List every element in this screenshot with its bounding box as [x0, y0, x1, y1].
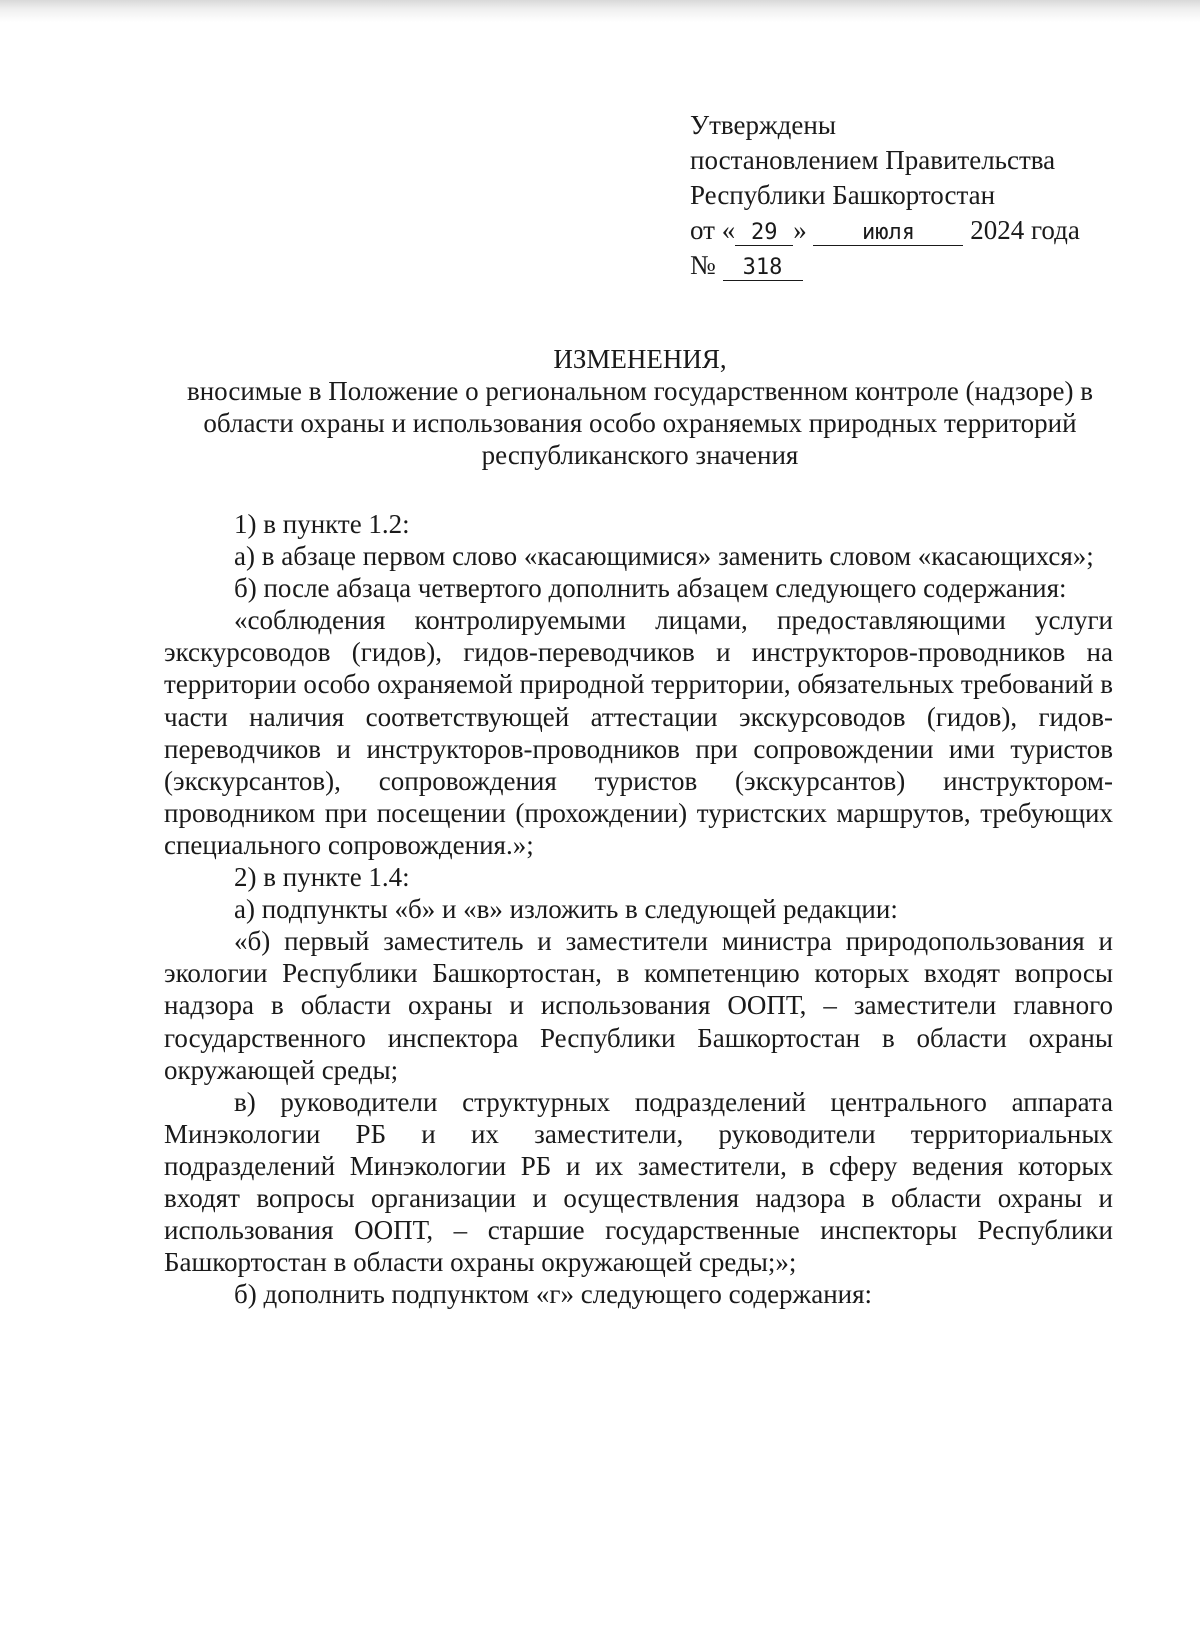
approval-line: Утверждены — [690, 110, 836, 140]
paragraph: б) после абзаца четвертого дополнить абзацем следующего содержания: — [234, 573, 1067, 604]
paragraph: б) дополнить подпунктом «г» следующего содержания: — [234, 1279, 873, 1310]
paragraph: 2) в пункте 1.4: — [234, 862, 410, 893]
paragraph: «б) первый заместитель и заместители министра природопользования и экологии Республики Башкортостан, в компетенцию которых входят вопросы надзора в области охраны и использования ООПТ, – заместители главного государственного инспектора Республики Башкортостан в области охраны окружающей среды; — [164, 926, 1113, 1085]
paragraph: «соблюдения контролируемыми лицами, предоставляющими услуги экскурсоводов (гидов), гидов-переводчиков и инструкторов-проводников на территории особо охраняемой природной территории, обязательных требований в части наличия соответствующей аттестации экскурсоводов (гидов), гидов-переводчиков и инструкторов-проводников при сопровождении ими туристов (экскурсантов), сопровождения туристов (экскурсантов) инструктором-проводником при посещении (прохождении) туристских маршрутов, требующих специального сопровождения.»; — [164, 605, 1113, 860]
paragraph: в) руководители структурных подразделений центрального аппарата Минэкологии РБ и их заместители, руководители территориальных подразделений Минэкологии РБ и их заместители, в сферу ведения которых входят вопросы организации и осуществления надзора в области охраны и использования ООПТ, – старшие государственные инспекторы Республики Башкортостан в области охраны окружающей среды;»; — [164, 1086, 1113, 1278]
document-body — [164, 508, 1113, 1310]
date-prefix: от « — [690, 215, 736, 245]
approval-line: постановлением Правительства — [690, 145, 1056, 175]
approval-stamp-block — [690, 108, 1120, 283]
title-heading: ИЗМЕНЕНИЯ, — [553, 344, 727, 374]
paragraph: а) подпункты «б» и «в» изложить в следующей редакции: — [234, 894, 898, 925]
handwritten-month: июля — [813, 221, 963, 246]
date-suffix: 2024 года — [970, 215, 1080, 245]
paragraph: 1) в пункте 1.2: — [234, 509, 410, 539]
approval-date — [690, 213, 1120, 248]
handwritten-day: 29 — [735, 221, 793, 246]
approval-line: Республики Башкортостан — [690, 180, 996, 210]
handwritten-number: 318 — [723, 256, 803, 281]
scan-top-edge — [0, 0, 1200, 22]
paragraph: а) в абзаце первом слово «касающимися» заменить словом «касающихся»; — [234, 541, 1094, 572]
approval-number — [690, 248, 1120, 283]
document-title — [150, 343, 1130, 471]
date-mid: » — [793, 215, 807, 245]
title-subtitle: вносимые в Положение о региональном государственном контроле (надзоре) в области охраны и использования особо охраняемых природных территорий республиканского значения — [186, 376, 1094, 470]
number-prefix: № — [690, 250, 716, 280]
